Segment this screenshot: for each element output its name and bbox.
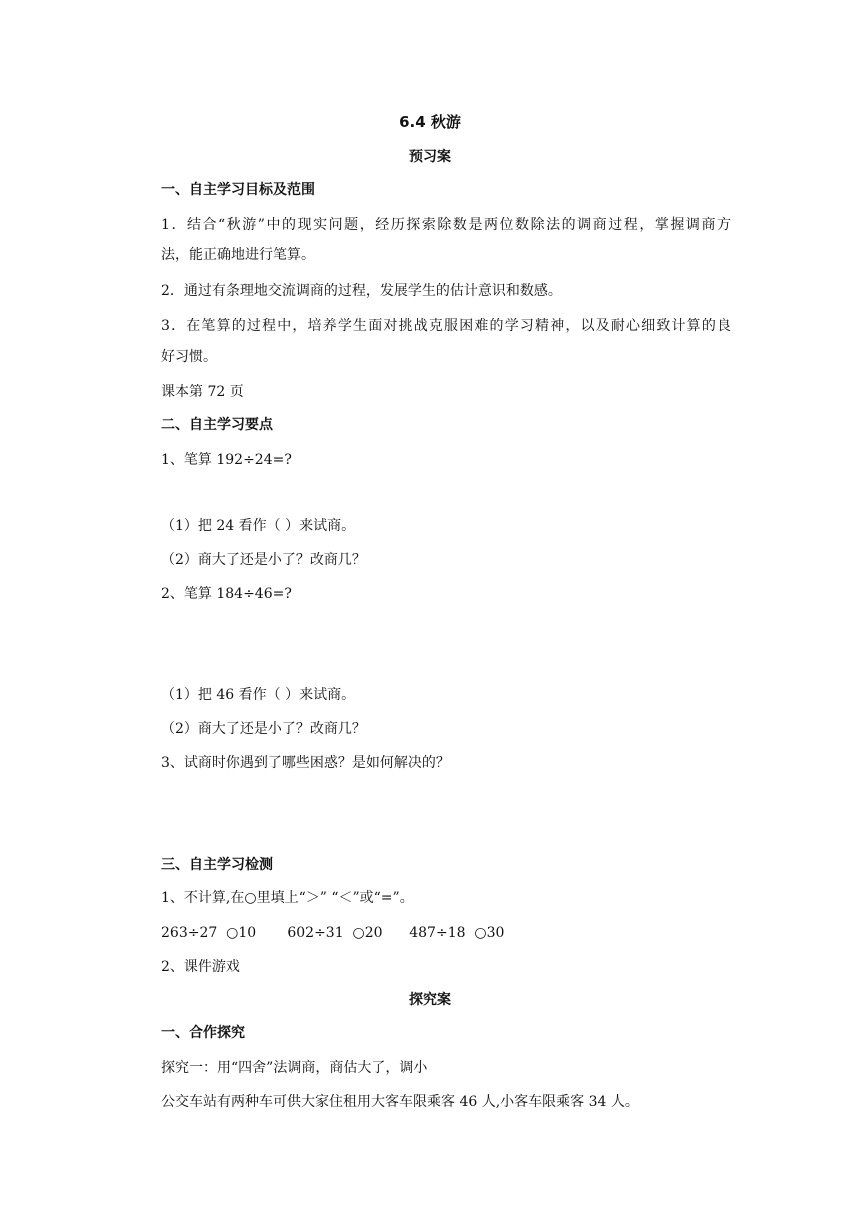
part2-heading: 二、自主学习要点 bbox=[161, 417, 273, 433]
goal2: 2．通过有条理地交流调商的过程，发展学生的估计意识和数感。 bbox=[161, 283, 562, 299]
section-heading-preview: 预习案 bbox=[409, 149, 451, 165]
explore-1: 探究一：用“四舍”法调商，商估大了，调小 bbox=[161, 1060, 428, 1076]
part3-heading: 三、自主学习检测 bbox=[161, 857, 273, 873]
textbook-page: 课本第 72 页 bbox=[161, 384, 244, 400]
goal1-line1: 1．结合“秋游”中的现实问题，经历探索除数是两位数除法的调商过程，掌握调商方 bbox=[161, 217, 731, 233]
question-3: 3、试商时你遇到了哪些困惑？是如何解决的？ bbox=[161, 755, 450, 771]
check-1: 1、不计算,在○里填上“＞” “＜”或“=”。 bbox=[161, 890, 414, 906]
doc-title: 6.4 秋游 bbox=[399, 113, 461, 131]
check-1-items: 263÷27 ○10 602÷31 ○20 487÷18 ○30 bbox=[161, 925, 505, 941]
question-2-a: （1）把 46 看作（ ）来试商。 bbox=[161, 687, 356, 703]
explore-heading: 一、合作探究 bbox=[161, 1025, 245, 1041]
question-1-a: （1）把 24 看作（ ）来试商。 bbox=[161, 518, 356, 534]
question-1: 1、笔算 192÷24=? bbox=[161, 452, 292, 468]
question-1-b: （2）商大了还是小了？改商几？ bbox=[161, 552, 366, 568]
goal3-line2: 好习惯。 bbox=[161, 349, 217, 365]
part1-heading: 一、自主学习目标及范围 bbox=[161, 182, 315, 198]
check-2: 2、课件游戏 bbox=[161, 959, 240, 975]
section-heading-explore: 探究案 bbox=[409, 992, 451, 1008]
question-2-b: （2）商大了还是小了？改商几？ bbox=[161, 721, 366, 737]
question-2: 2、笔算 184÷46=? bbox=[161, 586, 292, 602]
explore-1-text: 公交车站有两种车可供大家住租用大客车限乘客 46 人,小客车限乘客 34 人。 bbox=[161, 1094, 639, 1110]
goal3-line1: 3．在笔算的过程中，培养学生面对挑战克服困难的学习精神，以及耐心细致计算的良 bbox=[161, 318, 731, 334]
goal1-line2: 法，能正确地进行笔算。 bbox=[161, 247, 315, 263]
